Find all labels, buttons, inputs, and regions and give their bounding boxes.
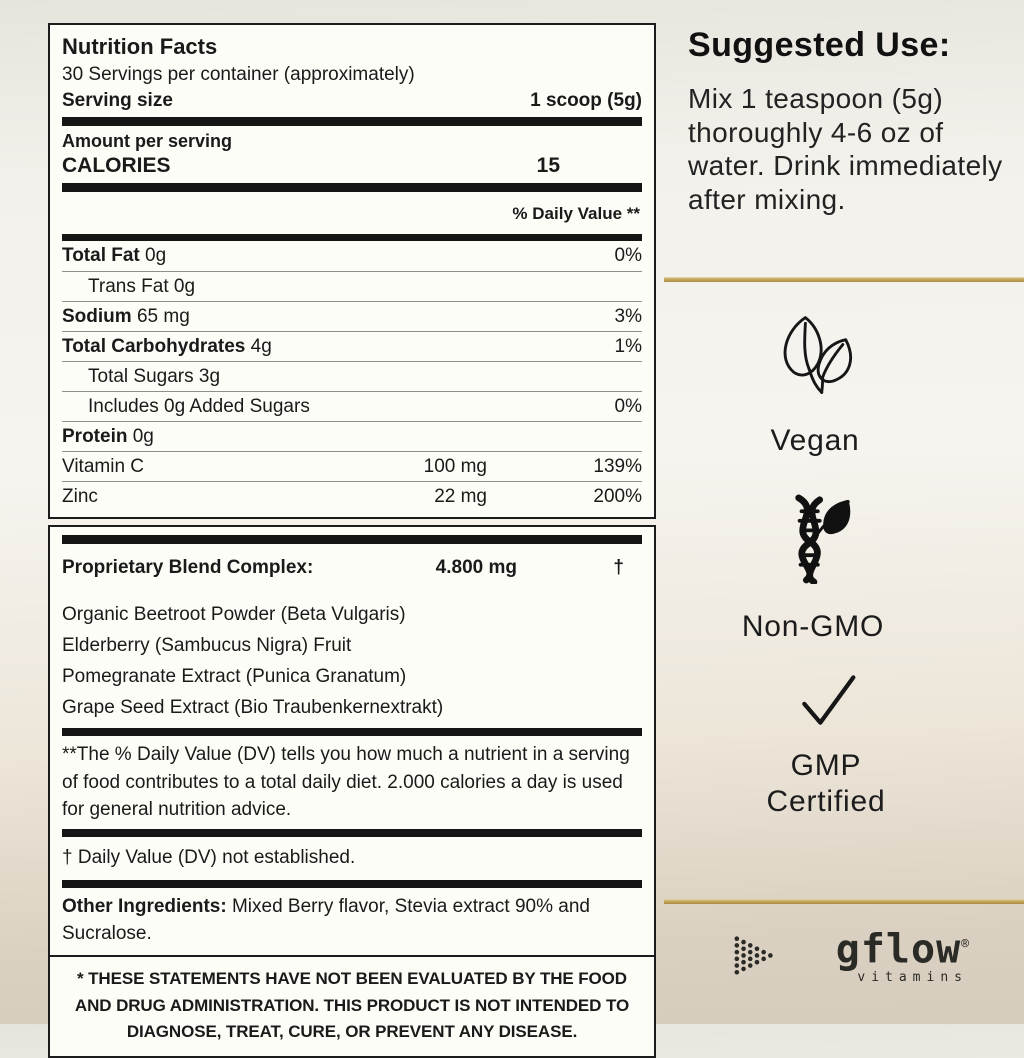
amount-per-serving: Amount per serving [62, 131, 233, 151]
nutrient-qty: 0g [139, 245, 167, 266]
brand-tagline: vitamins [857, 970, 968, 986]
blend-amount: 4.800 mg [435, 557, 517, 578]
gold-divider-top [664, 277, 1024, 282]
nutrient-name: Zinc [62, 485, 98, 507]
nutrient-qty: Trans Fat 0g [88, 275, 196, 297]
nutrient-row-total-sugars [62, 361, 642, 391]
other-ingredients-text: Mixed Berry flavor, Stevia extract 90% and Sucralose. [62, 895, 590, 944]
dotted-arrow-icon [733, 933, 779, 977]
suggested-use-section [688, 26, 1018, 216]
nutrition-label [48, 23, 656, 1058]
nutrient-dv: 1% [614, 335, 642, 357]
calories-row [62, 154, 642, 178]
nutrient-qty: 4g [245, 335, 272, 357]
nutrient-row-carbohydrates [62, 331, 642, 361]
serving-size-value: 1 scoop (5g) [530, 90, 642, 111]
nutrient-row-zinc [62, 481, 642, 511]
nutrient-name: Vitamin C [62, 455, 145, 477]
serving-size-label: Serving size [62, 90, 173, 111]
nutrient-qty: Includes 0g Added Sugars [88, 395, 310, 417]
calories-label: CALORIES [62, 154, 171, 177]
nutrient-row-trans-fat [62, 271, 642, 301]
nutrient-dv: 3% [614, 305, 642, 327]
checkmark-icon [793, 672, 859, 730]
suggested-use-text: Mix 1 teaspoon (5g) thoroughly 4-6 oz of water. Drink immediately after mixing. [688, 83, 1003, 215]
nutrient-name: Protein [62, 425, 128, 447]
serving-size-row [62, 90, 642, 112]
brand-logo [690, 925, 970, 985]
badge-label-vegan: Vegan [770, 424, 860, 457]
gold-divider-bottom [664, 899, 1024, 904]
nutrition-facts-box [48, 23, 656, 519]
divider-bar [62, 728, 642, 736]
nutrient-amount: 100 mg [423, 455, 487, 477]
nutrient-row-added-sugars [62, 391, 642, 421]
badge-label-gmp: GMP Certified [766, 749, 886, 818]
servings-per-container: 30 Servings per container (approximately) [62, 64, 415, 85]
nutrient-amount: 22 mg [434, 485, 487, 507]
divider-bar [62, 880, 642, 888]
nutrient-dv: 0% [614, 395, 642, 417]
nutrient-dv: 200% [593, 485, 642, 507]
nutrient-row-sodium [62, 301, 642, 331]
nutrient-name: Total Fat [62, 245, 140, 266]
nutrient-row-protein [62, 421, 642, 451]
nutrient-name: Total Carbohydrates [62, 335, 246, 357]
badge-label-non-gmo: Non-GMO [741, 610, 885, 643]
daily-value-footnote: **The % Daily Value (DV) tells you how much a nutrient in a serving of food contributes to a total daily diet. 2.000 calories a day is used for general nutrition advice. [62, 744, 630, 820]
badge-non-gmo [698, 492, 928, 644]
nutrient-row-vitamin-c [62, 451, 642, 481]
calories-value: 15 [536, 154, 560, 177]
registered-mark: ® [961, 937, 970, 952]
nutrient-dv: 139% [593, 455, 642, 477]
suggested-use-title: Suggested Use: [688, 26, 951, 64]
other-ingredients [62, 893, 642, 947]
nutrient-qty: Total Sugars 3g [88, 365, 221, 387]
divider-bar [62, 183, 642, 192]
proprietary-blend-box [48, 525, 656, 1058]
blend-ingredient: Elderberry (Sambucus Nigra) Fruit [62, 635, 352, 656]
nutrient-qty: 0g [127, 425, 154, 447]
nutrient-qty: 65 mg [131, 305, 190, 327]
dna-leaf-icon [770, 492, 856, 584]
blend-ingredient: Pomegranate Extract (Punica Granatum) [62, 666, 407, 687]
daily-value-header: % Daily Value ** [512, 204, 640, 223]
leaves-icon [766, 308, 864, 404]
badge-gmp-certified [711, 672, 941, 820]
blend-ingredient: Organic Beetroot Powder (Beta Vulgaris) [62, 604, 406, 625]
divider-bar [62, 829, 642, 837]
blend-name: Proprietary Blend Complex: [62, 557, 314, 578]
other-ingredients-label: Other Ingredients: [62, 895, 227, 917]
dagger-footnote: † Daily Value (DV) not established. [62, 846, 356, 868]
nutrient-dv: 0% [614, 245, 642, 266]
fda-disclaimer: * THESE STATEMENTS HAVE NOT BEEN EVALUATED BY THE FOOD AND DRUG ADMINISTRATION. THIS PRODUCT IS NOT INTENDED TO DIAGNOSE, TREAT, CURE, OR PREVENT ANY DISEASE. [74, 969, 630, 1041]
brand-name: gflow [835, 926, 962, 973]
badge-vegan [700, 308, 930, 458]
divider-bar [62, 535, 642, 544]
nutrient-name: Sodium [62, 305, 132, 327]
nutrition-facts-title: Nutrition Facts [62, 34, 218, 59]
blend-ingredients-list [62, 599, 642, 723]
blend-header-row [62, 549, 642, 583]
blend-dagger: † [613, 557, 624, 578]
nutrient-row-total-fat [62, 241, 642, 271]
blend-ingredient: Grape Seed Extract (Bio Traubenkernextrakt) [62, 697, 444, 718]
divider-bar [62, 234, 642, 241]
divider-bar [62, 117, 642, 126]
